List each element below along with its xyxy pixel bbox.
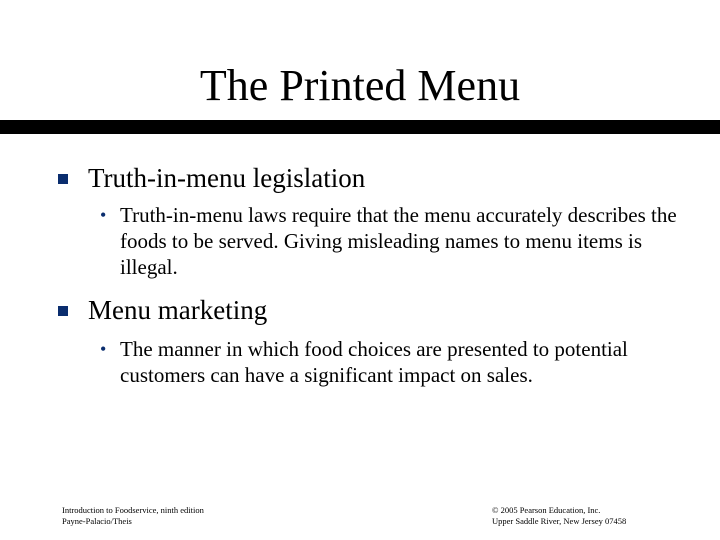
footer-authors: Payne-Palacio/Theis (62, 516, 132, 526)
footer-book-title: Introduction to Foodservice, ninth edition (62, 505, 204, 515)
sub-bullet-text: The manner in which food choices are presented to potential customers can have a significant impact on sales. (120, 337, 628, 387)
slide-title: The Printed Menu (199, 61, 521, 110)
dot-bullet-icon: • (100, 205, 107, 225)
square-bullet-icon (58, 174, 68, 184)
footer-copyright: © 2005 Pearson Education, Inc. (492, 505, 601, 515)
footer-right (492, 505, 626, 527)
footer-publisher-address: Upper Saddle River, New Jersey 07458 (492, 516, 627, 526)
title-divider (0, 120, 720, 134)
dot-bullet-icon: • (100, 339, 107, 359)
sub-bullet-text: Truth-in-menu laws require that the menu accurately describes the foods to be served. Giving misleading names to menu items is illegal. (120, 203, 677, 279)
square-bullet-icon (58, 306, 68, 316)
bullet-heading: Menu marketing (88, 295, 268, 325)
footer-left (62, 505, 204, 527)
bullet-heading: Truth-in-menu legislation (88, 163, 366, 193)
